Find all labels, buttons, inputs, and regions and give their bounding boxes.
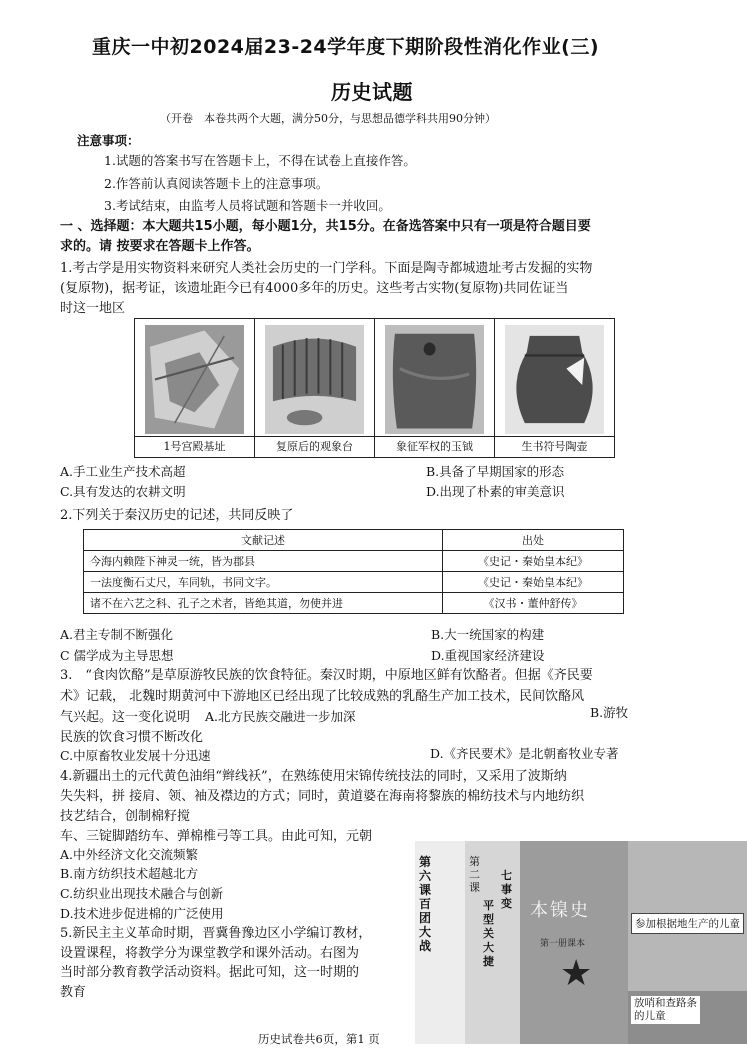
book-char: 团 (419, 911, 432, 925)
book-char: 二 (469, 868, 480, 881)
book-char: 变 (501, 897, 512, 910)
artifact-cell (135, 319, 255, 457)
book-char: 课 (419, 883, 432, 897)
question-4-stem: 失失料，拼 接肩、领、袖及襟边的方式；同时，黄道婆在海南将黎族的棉纺技术与内地纺织 (60, 789, 585, 804)
question-5-stem: 当时部分教育教学活动资料。据此可知，这一时期的 (60, 965, 360, 980)
section-instructions: 一 、选择题：本大题共15小题，每小题1分，共15分。在备选答案中只有一项是符合题目要 (60, 219, 591, 234)
table-cell: 今海内赖陛下神灵一统，皆为郡县 (84, 551, 443, 572)
table-cell: 诸不在六艺之科、孔子之术者，皆绝其道，勿使并进 (84, 593, 443, 614)
question-4-stem: 车、三锭脚踏纺车、弹棉椎弓等工具。由此可知，元朝 (60, 829, 373, 844)
jade-axe-image (385, 325, 484, 434)
book-char: 大 (419, 925, 432, 939)
children-sentry-photo (628, 991, 747, 1044)
section-instructions: 求的。请 按要求在答题卡上作答。 (60, 239, 260, 254)
photo-caption (631, 996, 700, 1024)
book-char: 事 (501, 883, 512, 896)
table-cell: 《史记・秦始皇本纪》 (443, 551, 624, 572)
notice-heading: 注意事项： (77, 133, 140, 148)
option-a: A.中外经济文化交流频繁 (60, 847, 199, 862)
table-cell: 《史记・秦始皇本纪》 (443, 572, 624, 593)
book-char: 第 (469, 855, 480, 868)
question-5-stem: 设置课程，将教学分为课堂教学和课外活动。右图为 (60, 946, 360, 961)
textbook-page-1 (415, 841, 466, 1044)
option-d: D.重视国家经济建设 (431, 648, 545, 663)
caption-line: 放哨和查路条 (634, 997, 697, 1009)
option-d: D.出现了朴素的审美意识 (426, 484, 565, 499)
option-c: C 儒学成为主导思想 (60, 648, 174, 663)
question-4-stem: 技艺结合，创制棉籽搅 (60, 809, 191, 824)
artifact-image-table (134, 318, 615, 458)
notice-item: 2.作答前认真阅读答题卡上的注意事项。 (104, 176, 329, 191)
book-char: 第 (419, 855, 432, 869)
artifact-caption: 象征军权的玉钺 (375, 436, 494, 457)
notice-item: 3.考试结束，由监考人员将试题和答题卡一并收回。 (104, 198, 391, 213)
option-b: B.具备了早期国家的形态 (426, 464, 565, 479)
book-char: 型 (483, 913, 494, 926)
artifact-caption: 1号宫殿基址 (135, 436, 254, 457)
book-char: 捷 (483, 955, 494, 968)
table-cell: 《汉书・董仲舒传》 (443, 593, 624, 614)
option-c: C.中原畜牧业发展十分迅速 (60, 748, 211, 763)
question-1-stem: 1.考古学是用实物资料来研究人类社会历史的一门学科。下面是陶寺都城遗址考古发掘的实物 (60, 261, 593, 276)
palace-foundation-image (145, 325, 244, 434)
book-char: 课 (469, 881, 480, 894)
question-2-stem: 2.下列关于秦汉历史的记述，共同反映了 (60, 508, 294, 523)
star-icon: ★ (560, 953, 593, 994)
artifact-cell (255, 319, 375, 457)
option-b: B.游牧 (590, 705, 629, 720)
table-row (84, 572, 624, 593)
book-cover-title: 本镍史 (530, 900, 590, 921)
question-3-stem: 气兴起。这一变化说明 (60, 710, 191, 725)
artifact-cell (375, 319, 495, 457)
exam-meta: （开卷 本卷共两个大题，满分50分，与思想品德学科共用90分钟） (160, 112, 496, 125)
question-3-stem: 3. “食肉饮酪”是草原游牧民族的饮食特征。秦汉时期，中原地区鲜有饮酪者。但据《齐民要 (60, 668, 593, 683)
table-row (84, 551, 624, 572)
book-char: 关 (483, 927, 494, 940)
option-a: A.北方民族交融进一步加深 (205, 709, 356, 724)
notice-item: 1.试题的答案书写在答题卡上，不得在试卷上直接作答。 (104, 153, 416, 168)
page-footer: 历史试卷共6页，第1 页 (258, 1032, 380, 1046)
option-a: A.君主专制不断强化 (60, 627, 174, 642)
photo-caption: 参加根据地生产的儿童 (631, 913, 744, 934)
option-d: D.《齐民要术》是北朝畜牧业专著 (430, 746, 619, 761)
question-4-stem: 4.新疆出土的元代黄色油绢“辫线袄”，在熟练使用宋锦传统技法的同时，又采用了波斯纳 (60, 769, 567, 784)
artifact-cell (495, 319, 614, 457)
option-c: C.具有发达的农耕文明 (60, 484, 186, 499)
question-5-stem: 5.新民主主义革命时期，晋冀鲁豫边区小学编订教材， (60, 926, 372, 941)
table-cell: 一法度衡石丈尺，车同轨，书同文字。 (84, 572, 443, 593)
option-b: B.南方纺织技术超越北方 (60, 866, 199, 881)
table-header-cell: 出处 (443, 530, 624, 551)
book-cover-subtitle: 第一册课本 (540, 939, 586, 949)
book-char: 七 (501, 869, 512, 882)
document-table (83, 529, 624, 614)
observatory-image (265, 325, 364, 434)
textbook-cover (520, 841, 628, 1044)
caption-line: 的儿童 (634, 1010, 666, 1022)
exam-title: 重庆一中初2024届23-24学年度下期阶段性消化作业(三) (92, 36, 600, 58)
option-b: B.大一统国家的构建 (431, 627, 545, 642)
book-char: 百 (419, 897, 432, 911)
book-char: 战 (419, 939, 432, 953)
table-row (84, 593, 624, 614)
education-materials-collage (415, 841, 747, 1044)
table-header-row (84, 530, 624, 551)
option-a: A.手工业生产技术高超 (60, 464, 186, 479)
question-3-stem: 民族的饮食习惯不断改化 (60, 730, 204, 745)
artifact-caption: 复原后的观象台 (255, 436, 374, 457)
option-c: C.纺织业出现技术融合与创新 (60, 886, 224, 901)
subject-title: 历史试题 (331, 80, 413, 104)
question-1-stem: (复原物)，据考证，该遗址距今已有4000多年的历史。这些考古实物(复原物)共同佐证当 (60, 281, 569, 296)
book-char: 六 (419, 869, 432, 883)
pottery-pot-image (505, 325, 604, 434)
question-5-stem: 教育 (60, 985, 87, 1000)
textbook-page-2 (465, 841, 521, 1044)
book-char: 大 (483, 941, 494, 954)
book-char: 平 (483, 899, 494, 912)
artifact-caption: 生书符号陶壶 (495, 436, 614, 457)
table-header-cell: 文献记述 (84, 530, 443, 551)
children-production-photo (628, 841, 747, 991)
option-d: D.技术进步促进棉的广泛使用 (60, 906, 224, 921)
question-3-stem: 术》记载， 北魏时期黄河中下游地区已经出现了比较成熟的乳酪生产加工技术，民间饮酪风 (60, 689, 585, 704)
question-1-stem: 时这一地区 (60, 301, 126, 316)
